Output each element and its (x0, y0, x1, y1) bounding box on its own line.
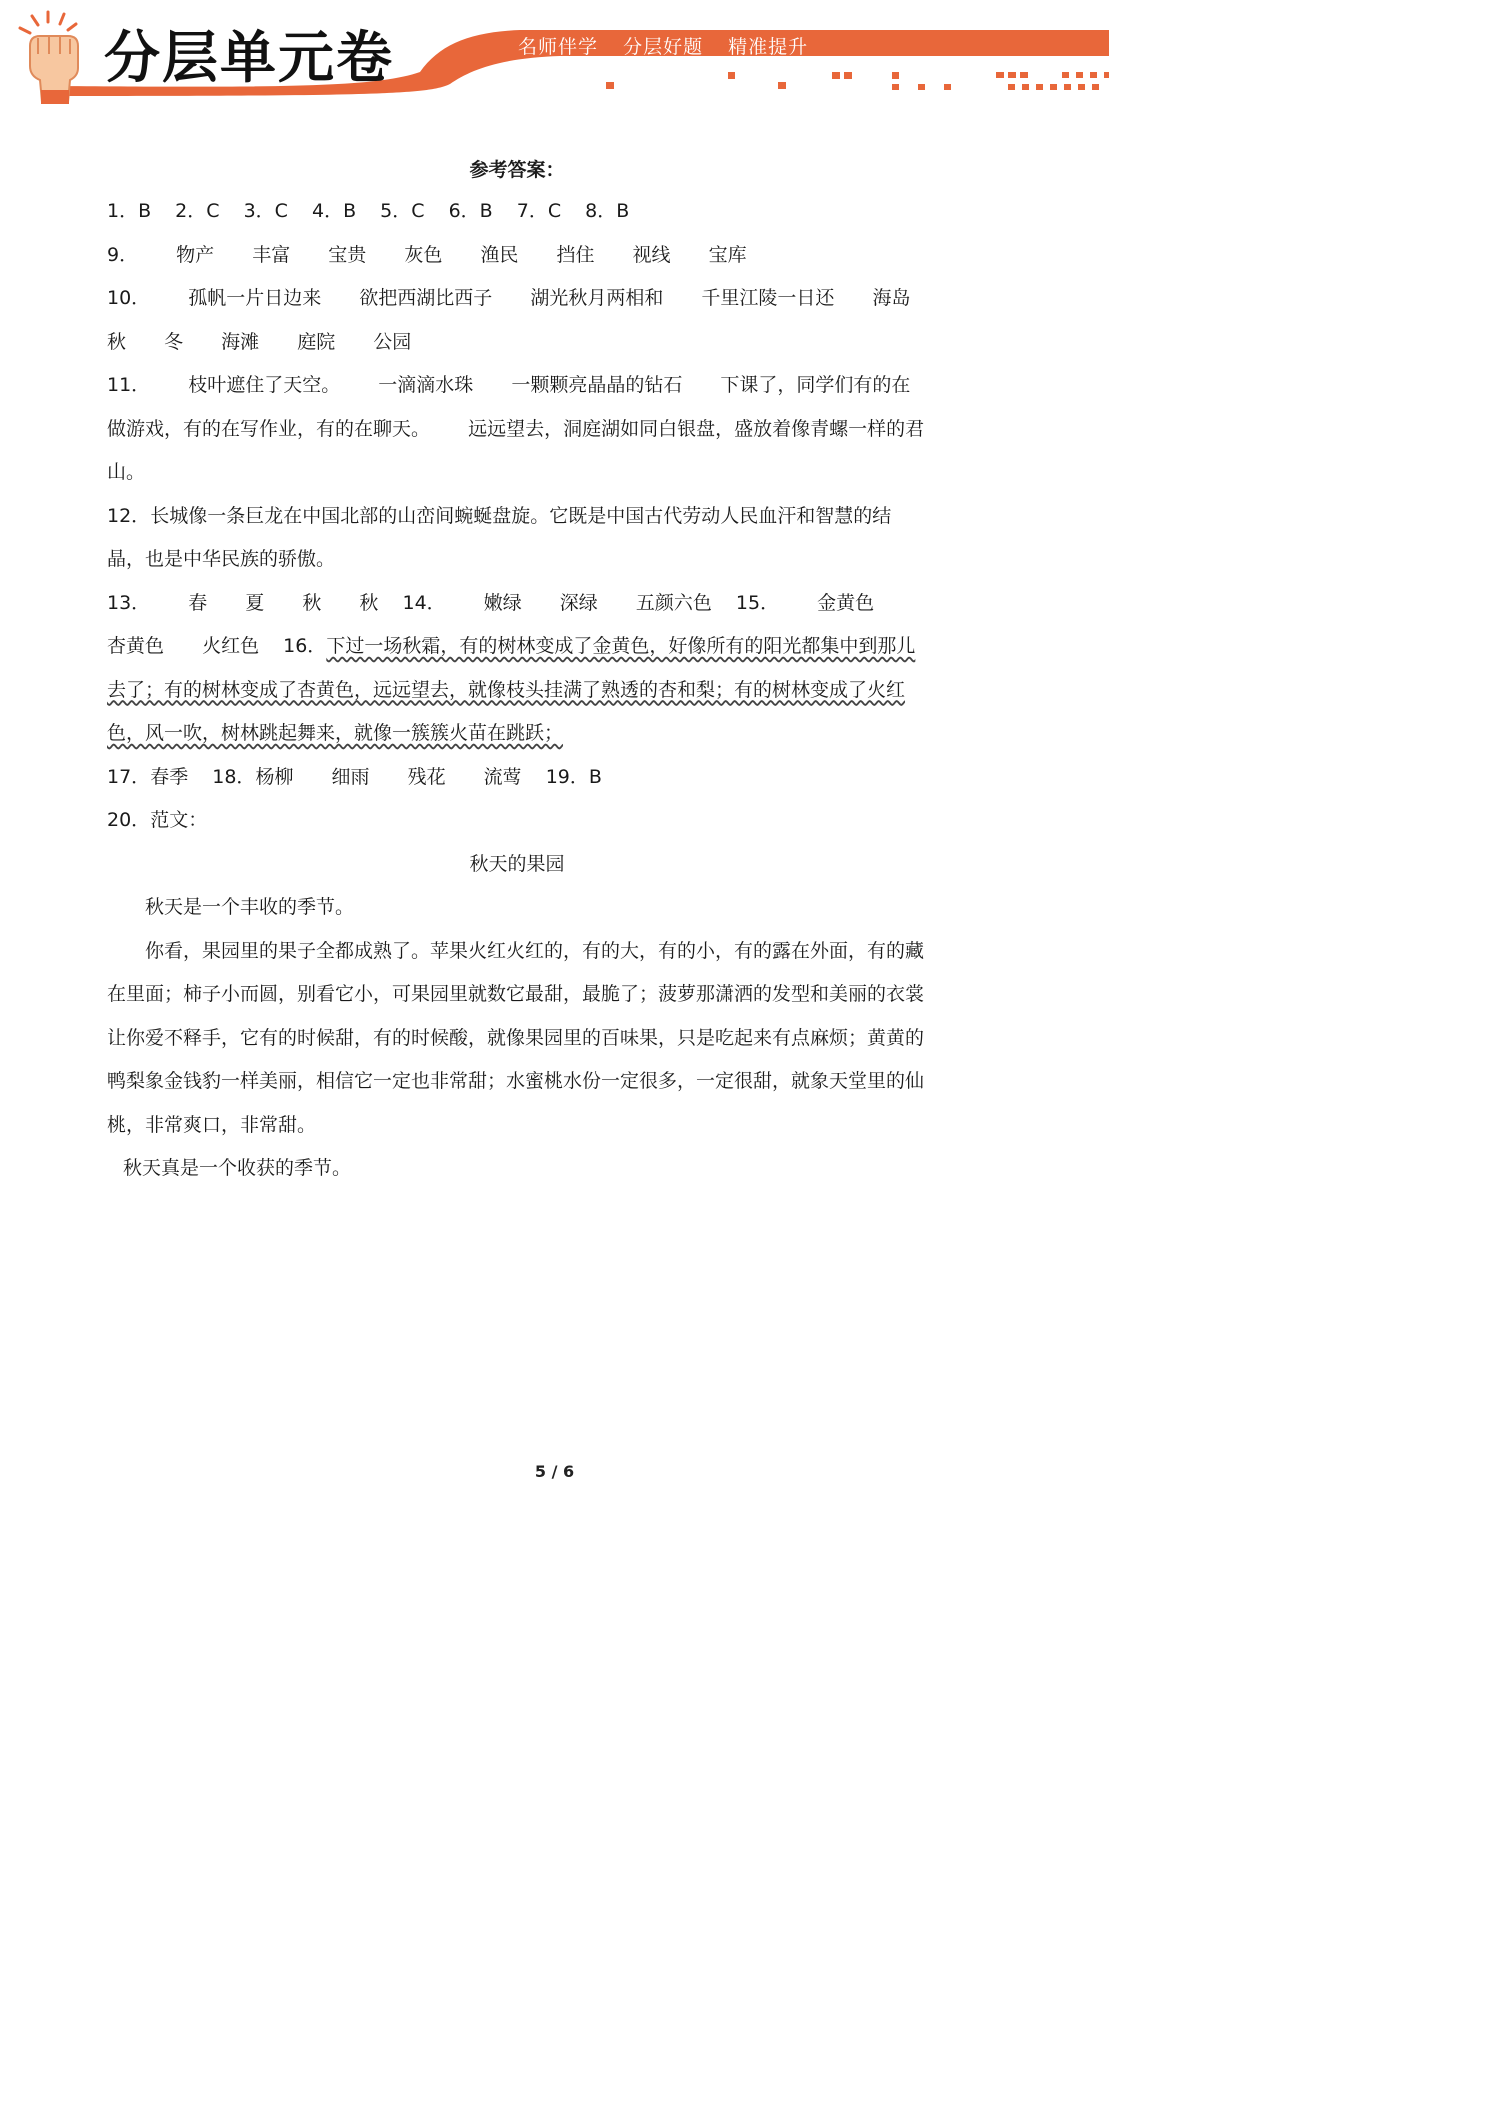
q14-item: 五颜六色 (635, 591, 712, 614)
q16-number: 16． (283, 635, 327, 657)
q19-number: 19． (545, 765, 589, 788)
brand-title: 分层单元卷 (104, 26, 394, 91)
q9-number: 9． (107, 243, 139, 266)
q12-number: 12． (107, 504, 151, 527)
q11-item: 一颗颗亮晶晶的钻石 (511, 374, 683, 396)
q10-item: 冬 (164, 330, 184, 353)
slogan-2: 分层好题 (623, 36, 704, 58)
q9-item: 宝贵 (328, 243, 367, 266)
essay-paragraph-3: 秋天真是一个收获的季节。 (123, 1157, 352, 1179)
essay-paragraph-1: 秋天是一个丰收的季节。 (145, 896, 355, 918)
header-slogans (518, 32, 826, 59)
page-header (0, 0, 1109, 110)
q10-item: 海滩 (221, 330, 260, 353)
q13-number: 13． (107, 591, 151, 614)
q14-item: 深绿 (559, 591, 598, 614)
q19-text: B (588, 765, 602, 788)
q15-item: 火红色 (202, 635, 260, 657)
slogan-3: 精准提升 (728, 36, 809, 58)
q9-item: 宝库 (708, 243, 747, 266)
q11-number: 11． (107, 374, 151, 396)
answers-10-line2 (107, 321, 927, 365)
q13-item: 夏 (245, 591, 265, 614)
answers-1-8 (107, 190, 927, 234)
q18-item: 流莺 (483, 765, 522, 788)
q10-item: 海岛 (872, 287, 911, 309)
answer-q3: 3．C (243, 200, 288, 222)
answer-key (107, 150, 927, 1191)
q10-item: 孤帆一片日边来 (188, 287, 322, 309)
raised-fist-icon (8, 6, 98, 106)
q9-item: 视线 (632, 243, 671, 266)
q15-item: 杏黄色 (107, 635, 165, 657)
answer-q4: 4．B (311, 200, 357, 222)
q13-item: 秋 (359, 591, 379, 614)
q13-item: 秋 (302, 591, 322, 614)
q10-item: 千里江陵一日还 (701, 287, 835, 309)
q16-text: 下过一场秋霜，有的树林变成了金黄色，好像所有的阳光都集中到那儿去了；有的树林变成了杏黄色，远远望去，就像枝头挂满了熟透的杏和梨；有的树林变成了火红色，风一吹，树林跳起舞来，就像一簇簇火苗在跳跃； (107, 635, 916, 744)
q13-item: 春 (188, 591, 208, 614)
q14-item: 嫩绿 (483, 591, 522, 614)
essay-title: 秋天的果园 (469, 852, 565, 875)
slogan-1: 名师伴学 (518, 36, 599, 58)
q9-item: 丰富 (252, 243, 291, 266)
answers-11 (107, 364, 927, 495)
q18-item: 细雨 (331, 765, 370, 788)
answers-9 (107, 234, 927, 278)
q15-number: 15． (735, 591, 780, 614)
answer-q2: 2．C (175, 200, 220, 222)
q10-item: 公园 (373, 330, 412, 353)
q11-item: 远远望去，洞庭湖如同白银盘，盛放着像青螺一样的君山。 (107, 417, 925, 483)
q9-item: 挡住 (556, 243, 595, 266)
q14-number: 14． (402, 591, 446, 614)
answers-17-19 (107, 756, 927, 800)
q18-item: 残花 (407, 765, 446, 788)
q9-item: 灰色 (404, 243, 443, 266)
q10-item: 庭院 (297, 330, 336, 353)
q17-number: 17． (107, 765, 151, 788)
q12-text: 长城像一条巨龙在中国北部的山峦间蜿蜒盘旋。它既是中国古代劳动人民血汗和智慧的结晶，也是中华民族的骄傲。 (107, 504, 892, 570)
answer-q6: 6．B (448, 200, 493, 222)
answer-q1: 1．B (107, 200, 152, 222)
q11-item: 枝叶遮住了天空。 (188, 374, 341, 396)
q10-number: 10． (107, 287, 151, 309)
q11-item: 一滴滴水珠 (378, 374, 474, 396)
q18-number: 18． (212, 765, 256, 788)
answer-q5: 5．C (380, 200, 425, 222)
answer-q7: 7．C (516, 200, 562, 222)
q9-item: 渔民 (480, 243, 519, 266)
answers-12 (107, 495, 927, 582)
page-number: 5 / 6 (534, 1462, 575, 1481)
answers-13-16 (107, 582, 927, 756)
answers-10-line1 (107, 277, 927, 321)
q18-item: 杨柳 (255, 765, 294, 788)
q20-label: 范文： (150, 809, 208, 831)
q9-item: 物产 (176, 243, 215, 266)
q20-number: 20． (107, 809, 151, 831)
q10-item: 秋 (107, 330, 127, 353)
answers-20 (107, 799, 927, 843)
q17-text: 春季 (150, 765, 189, 788)
q15-item: 金黄色 (817, 591, 875, 614)
q10-item: 欲把西湖比西子 (359, 287, 493, 309)
answer-heading: 参考答案： (469, 159, 565, 181)
essay-paragraph-2: 你看，果园里的果子全都成熟了。苹果火红火红的，有的大，有的小，有的露在外面，有的藏在里面；柿子小而圆，别看它小，可果园里就数它最甜，最脆了；菠萝那潇洒的发型和美丽的衣裳让你爱不释手，它有的时候甜，有的时候酸，就像果园里的百味果，只是吃起来有点麻烦；黄黄的鸭梨象金钱豹一样美丽，相信它一定也非常甜；水蜜桃水份一定很多，一定很甜，就象天堂里的仙桃，非常爽口，非常甜。 (107, 939, 925, 1136)
q10-item: 湖光秋月两相和 (530, 287, 664, 309)
answer-q8: 8．B (585, 200, 630, 222)
q11-item: 下课了，同学们有的在做游戏，有的在写作业，有的在聊天。 (107, 374, 911, 440)
